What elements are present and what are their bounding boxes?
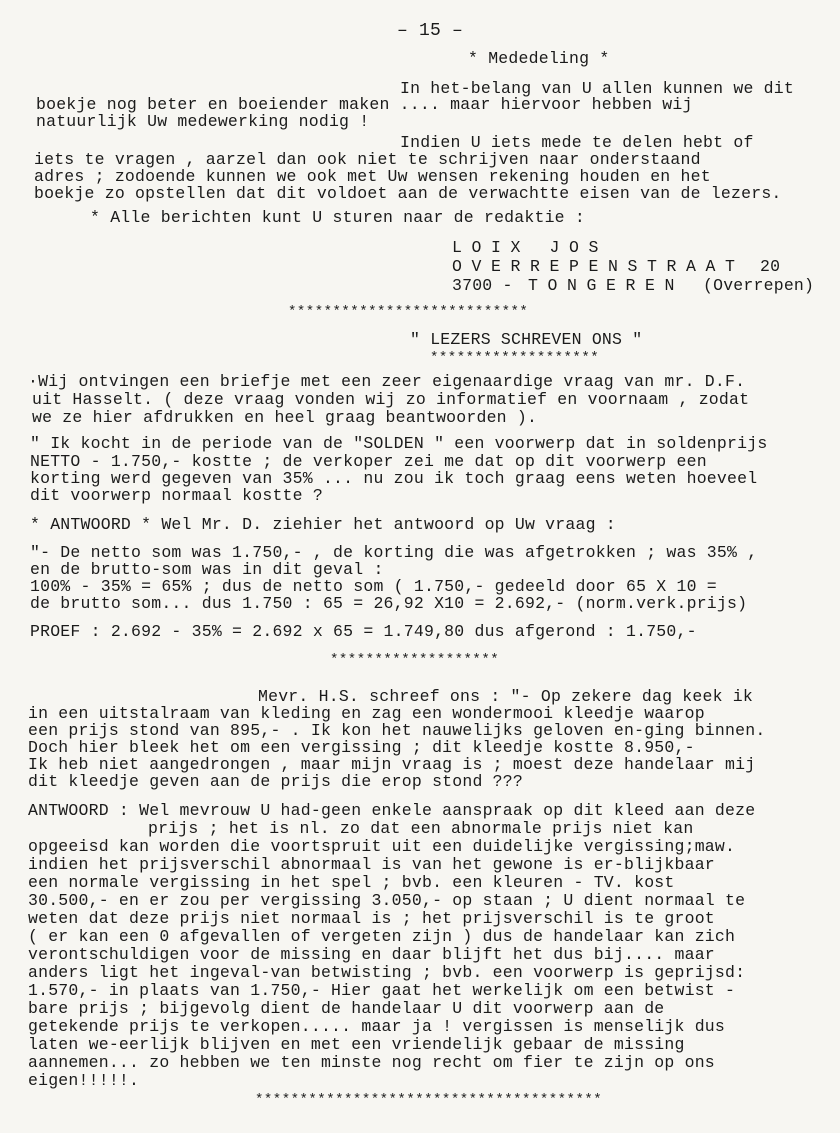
- letter2-answer-line: eigen!!!!!.: [28, 1071, 140, 1090]
- separator: ***************************: [288, 304, 529, 320]
- notice-line: natuurlijk Uw medewerking nodig !: [36, 112, 370, 131]
- notice-line: adres ; zodoende kunnen we ook met Uw wensen rekening houden en het: [34, 167, 711, 186]
- letter2-answer-line: aannemen... zo hebben we ten minste nog recht om fier te zijn op ons: [28, 1053, 715, 1072]
- letter2-answer-line: ( er kan een 0 afgevallen of vergeten zijn ) dus de handelaar kan zich: [28, 927, 736, 946]
- address-street: OVERREPENSTRAAT: [452, 257, 745, 276]
- letter1-answer-heading: * ANTWOORD * Wel Mr. D. ziehier het antwoord op Uw vraag :: [30, 515, 616, 534]
- address-postcode: 3700 -: [452, 276, 513, 295]
- letter2-question-line: Mevr. H.S. schreef ons : "- Op zekere dag keek ik: [258, 687, 753, 706]
- letter2-answer-line: weten dat deze prijs niet normaal is ; het prijsverschil is te groot: [28, 909, 715, 928]
- letter2-answer-line: bare prijs ; bijgevolg dient de handelaar U dit voorwerp aan de: [28, 999, 665, 1018]
- letter2-answer-line: indien het prijsverschil abnormaal is van het gewone is er-blijkbaar: [28, 855, 715, 874]
- letter2-question-line: dit kleedje geven aan de prijs die erop stond ???: [28, 772, 523, 791]
- notice-line: iets te vragen , aarzel dan ook niet te schrijven naar onderstaand: [34, 150, 701, 169]
- letter2-answer-line: 1.570,- in plaats van 1.750,- Hier gaat het werkelijk om een betwist -: [28, 981, 736, 1000]
- letter1-answer-line: 100% - 35% = 65% ; dus de netto som ( 1.750,- gedeeld door 65 X 10 =: [30, 577, 717, 596]
- letter2-answer-line: anders ligt het ingeval-van betwisting ; bvb. een voorwerp is geprijsd:: [28, 963, 746, 982]
- address-city: TONGEREN: [528, 276, 685, 295]
- section-title-underline: *******************: [430, 350, 600, 366]
- letter2-question-line: Ik heb niet aangedrongen , maar mijn vraag is ; moest deze handelaar mij: [28, 755, 756, 774]
- letter2-answer-line: een normale vergissing in het spel ; bvb. een kleuren - TV. kost: [28, 873, 675, 892]
- letter2-answer-line: 30.500,- en er zou per vergissing 3.050,- op staan ; U dient normaal te: [28, 891, 746, 910]
- letter1-question-line: NETTO - 1.750,- kostte ; de verkoper zei me dat op dit voorwerp een: [30, 452, 707, 471]
- letter1-question-line: dit voorwerp normaal kostte ?: [30, 486, 323, 505]
- letter2-answer-line: ANTWOORD : Wel mevrouw U had-geen enkele aanspraak op dit kleed aan deze: [28, 801, 756, 820]
- notice-line: In het-belang van U allen kunnen we dit: [400, 79, 794, 98]
- separator: ***************************************: [255, 1092, 603, 1108]
- letter1-question-line: " Ik kocht in de periode van de "SOLDEN " een voorwerp dat in soldenprijs: [30, 434, 768, 453]
- letter1-intro-line: we ze hier afdrukken en heel graag beantwoorden ).: [32, 408, 538, 427]
- address-name: LOIX JOS: [452, 238, 609, 257]
- notice-line: boekje nog beter en boeiender maken .... maar hiervoor hebben wij: [36, 95, 693, 114]
- letter1-question-line: korting werd gegeven van 35% ... nu zou ik toch graag eens weten hoeveel: [30, 469, 758, 488]
- letter2-answer-line: opgeeisd kan worden die voortspruit uit een duidelijke vergissing;maw.: [28, 837, 736, 856]
- letter2-question-line: een prijs stond van 895,- . Ik kon het nauwelijks geloven en-ging binnen.: [28, 721, 766, 740]
- page-number: – 15 –: [397, 21, 464, 41]
- notice-line: Indien U iets mede te delen hebt of: [400, 133, 754, 152]
- letter2-answer-line: prijs ; het is nl. zo dat een abnormale prijs niet kan: [148, 819, 694, 838]
- letter2-answer-line: laten we-eerlijk blijven en met een vriendelijk gebaar de missing: [28, 1035, 685, 1054]
- letter2-question-line: in een uitstalraam van kleding en zag een wondermooi kleedje waarop: [28, 704, 705, 723]
- letter1-intro-line: uit Hasselt. ( deze vraag vonden wij zo informatief en voornaam , zodat: [32, 390, 750, 409]
- address-district: (Overrepen): [703, 276, 815, 295]
- send-instruction: * Alle berichten kunt U sturen naar de redaktie :: [90, 208, 585, 227]
- notice-line: boekje zo opstellen dat dit voldoet aan de verwachtte eisen van de lezers.: [34, 184, 782, 203]
- section-title: " LEZERS SCHREVEN ONS ": [410, 330, 643, 349]
- separator: *******************: [330, 652, 500, 668]
- letter1-answer-line: "- De netto som was 1.750,- , de korting die was afgetrokken ; was 35% ,: [30, 543, 758, 562]
- letter1-answer-line: de brutto som... dus 1.750 : 65 = 26,92 X10 = 2.692,- (norm.verk.prijs): [30, 594, 748, 613]
- letter2-answer-line: getekende prijs te verkopen..... maar ja ! vergissen is menselijk dus: [28, 1017, 726, 1036]
- letter1-intro-line: ·Wij ontvingen een briefje met een zeer eigenaardige vraag van mr. D.F.: [28, 372, 746, 391]
- letter2-answer-line: verontschuldigen voor de missing en daar blijft het dus bij.... maar: [28, 945, 715, 964]
- notice-title: * Mededeling *: [468, 49, 610, 68]
- letter2-question-line: Doch hier bleek het om een vergissing ; dit kleedje kostte 8.950,-: [28, 738, 695, 757]
- address-number: 20: [760, 257, 781, 276]
- letter1-answer-line: en de brutto-som was in dit geval :: [30, 560, 384, 579]
- proof-line: PROEF : 2.692 - 35% = 2.692 x 65 = 1.749,80 dus afgerond : 1.750,-: [30, 622, 697, 641]
